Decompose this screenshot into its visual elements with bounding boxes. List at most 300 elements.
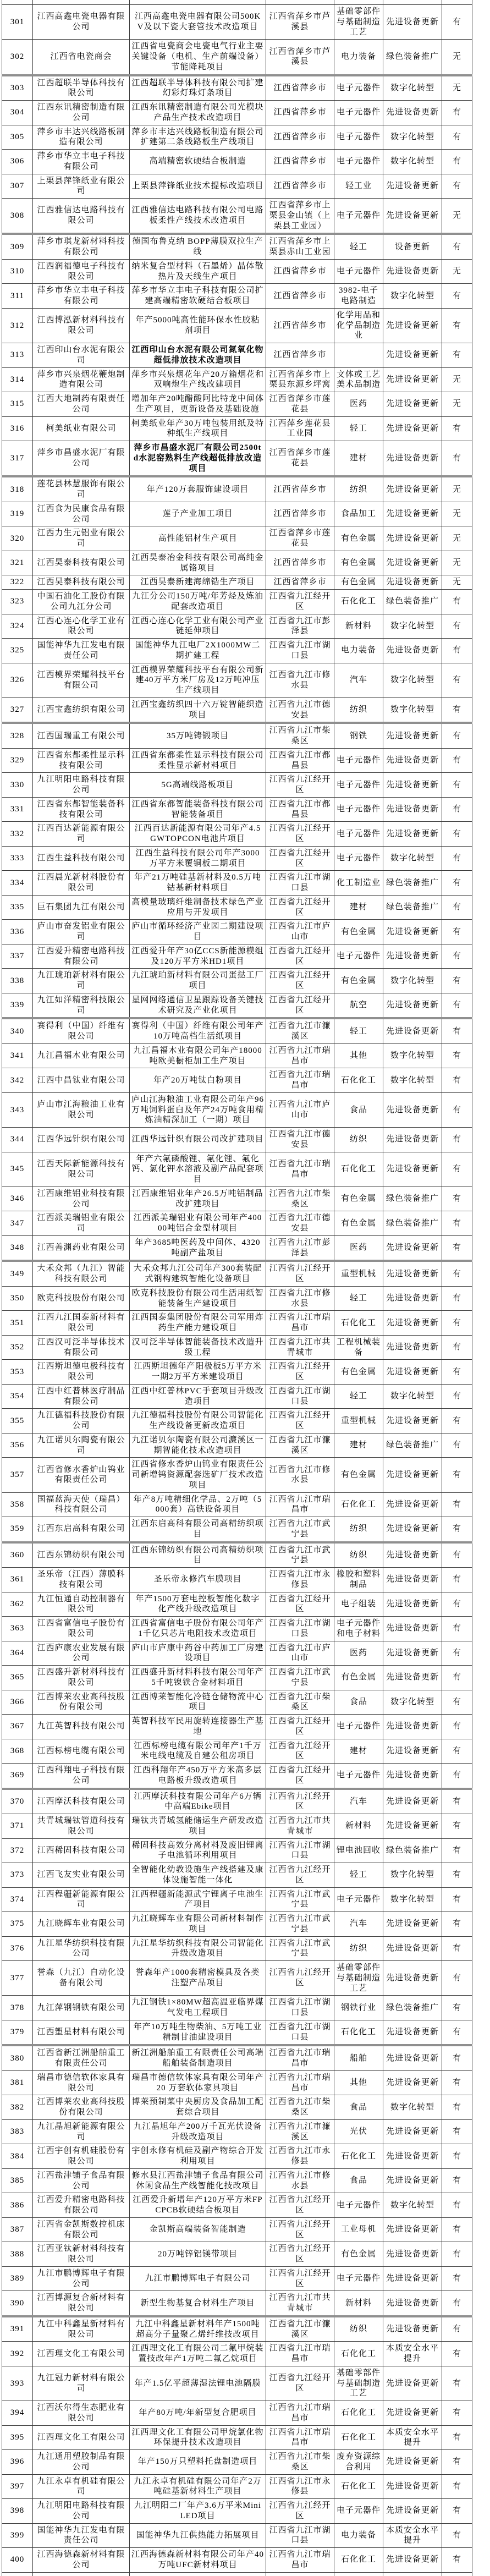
direction-cell: 先进设备更新 bbox=[383, 797, 442, 822]
table-row bbox=[2, 476, 472, 502]
row-number-cell: 304 bbox=[2, 101, 33, 125]
direction-cell: 先进设备更新 bbox=[383, 476, 442, 502]
direction-cell: 先进设备更新 bbox=[383, 1814, 442, 1839]
direction-cell: 先进设备更新 bbox=[383, 2144, 442, 2169]
company-cell: 江西稀固科技有限公司 bbox=[33, 1838, 130, 1863]
company-cell: 江西中昌钛业有限公司 bbox=[33, 1068, 130, 1093]
project-cell: 纳米复合型材料（石墨烯）晶体散热片及天线生产项目 bbox=[130, 259, 266, 284]
direction-cell: 先进设备更新 bbox=[383, 2242, 442, 2267]
row-number-cell: 367 bbox=[2, 1715, 33, 1739]
location-cell: 江西省九江市德安县 bbox=[266, 1211, 334, 1236]
industry-cell: 建材 bbox=[334, 441, 383, 477]
direction-cell: 先进设备更新 bbox=[383, 2366, 442, 2401]
industry-cell: 有色金属 bbox=[334, 1458, 383, 1492]
table-row bbox=[2, 1068, 472, 1093]
row-number-cell: 358 bbox=[2, 1492, 33, 1517]
location-cell: 江西省九江市庐山市 bbox=[266, 1092, 334, 1127]
table-row bbox=[2, 2070, 472, 2095]
project-cell: 江西理文化工有限公司甲烷氯化物环保提升技术改造项目 bbox=[130, 2425, 266, 2450]
direction-cell: 先进设备更新 bbox=[383, 1961, 442, 1996]
industry-cell: 电子元器件 bbox=[334, 822, 383, 847]
location-cell: 江西省萍乡市上栗县赤山工业园 bbox=[266, 234, 334, 259]
flag-cell: 无 bbox=[442, 40, 472, 75]
table-row bbox=[2, 1152, 472, 1187]
row-number-cell: 328 bbox=[2, 723, 33, 748]
location-cell: 江西省九江市瑞昌市 bbox=[266, 1043, 334, 1068]
location-cell: 江西省九江市湖口县 bbox=[266, 2020, 334, 2045]
table-row bbox=[2, 2242, 472, 2267]
location-cell: 江西省九江经开区 bbox=[266, 1863, 334, 1888]
row-number-cell: 301 bbox=[2, 5, 33, 40]
industry-cell: 电子元器件 bbox=[334, 2499, 383, 2524]
flag-cell: 有 bbox=[442, 2266, 472, 2291]
location-cell: 江西省九江市柴桑区 bbox=[266, 723, 334, 748]
flag-cell: 有 bbox=[442, 2193, 472, 2218]
project-cell: 欧克科技股份有限公司生活用纸智能装备生产建设项目 bbox=[130, 1286, 266, 1311]
industry-cell: 光伏 bbox=[334, 2119, 383, 2144]
row-number-cell: 319 bbox=[2, 502, 33, 526]
project-cell: 金凯斯高端装备智能制造 bbox=[130, 2217, 266, 2242]
industry-cell: 电子元器件 bbox=[334, 150, 383, 174]
company-cell: 九江冠力新材料有限公司 bbox=[33, 2366, 130, 2401]
table-row bbox=[2, 1043, 472, 1068]
project-cell: 圣乐帝永修汽车膜项目 bbox=[130, 1568, 266, 1592]
row-number-cell: 399 bbox=[2, 2523, 33, 2548]
flag-cell: 有 bbox=[442, 1592, 472, 1617]
direction-cell: 先进设备更新 bbox=[383, 1789, 442, 1814]
flag-cell: 有 bbox=[442, 441, 472, 477]
company-cell: 萍乡市华立丰电子科技有限公司 bbox=[33, 150, 130, 174]
location-cell: 江西省九江经开区 bbox=[266, 1409, 334, 1433]
industry-cell: 电力装备 bbox=[334, 639, 383, 663]
flag-cell: 有 bbox=[442, 1409, 472, 1433]
flag-cell: 有 bbox=[442, 234, 472, 259]
direction-cell: 先进设备更新 bbox=[383, 575, 442, 590]
flag-cell: 有 bbox=[442, 125, 472, 150]
flag-cell: 有 bbox=[442, 150, 472, 174]
table-row bbox=[2, 199, 472, 234]
direction-cell: 先进设备更新 bbox=[383, 1335, 442, 1360]
direction-cell: 数字化转型 bbox=[383, 2095, 442, 2120]
project-cell: 庐山市庐康中药谷中药加工厂房建设项目 bbox=[130, 1641, 266, 1666]
location-cell: 江西省九江市瑞昌市 bbox=[266, 1311, 334, 1336]
company-cell: 江西博莱农业高科技股份有限公司 bbox=[33, 1690, 130, 1715]
project-cell: 年产150万只塑料托盘制造项目 bbox=[130, 2450, 266, 2475]
company-cell: 萍乡市昌盛水泥厂有限公司 bbox=[33, 441, 130, 477]
project-cell: 江西超联半导体科技有限公司扩建幻彩灯珠灯条项目 bbox=[130, 75, 266, 101]
table-row bbox=[2, 174, 472, 199]
project-cell: 江西国泰集团股份有限公司军用炸药生产能力建设项目 bbox=[130, 1311, 266, 1336]
industry-cell: 有色金属 bbox=[334, 1211, 383, 1236]
location-cell: 江西省九江市湖口县 bbox=[266, 1996, 334, 2020]
company-cell: 江西昊泰科技有限公司 bbox=[33, 575, 130, 590]
table-row bbox=[2, 1936, 472, 1961]
table-row bbox=[2, 2020, 472, 2045]
industry-cell: 重型机械 bbox=[334, 1261, 383, 1286]
industry-cell: 轻工 bbox=[334, 1018, 383, 1043]
industry-cell: 汽车 bbox=[334, 1789, 383, 1814]
row-number-cell: 398 bbox=[2, 2499, 33, 2524]
table-row bbox=[2, 1690, 472, 1715]
table-row bbox=[2, 284, 472, 309]
row-number-cell: 348 bbox=[2, 1235, 33, 1261]
row-number-cell: 380 bbox=[2, 2045, 33, 2070]
location-cell: 江西省九江市武宁县 bbox=[266, 1666, 334, 1690]
row-number-cell: 350 bbox=[2, 1286, 33, 1311]
flag-cell: 有 bbox=[442, 969, 472, 993]
row-number-cell: 359 bbox=[2, 1517, 33, 1542]
project-cell: 年产120万套服饰建设项目 bbox=[130, 476, 266, 502]
table-row bbox=[2, 614, 472, 639]
industry-cell: 建材 bbox=[334, 895, 383, 920]
location-cell: 江西省萍乡市 bbox=[266, 101, 334, 125]
location-cell: 江西省九江市湖口县 bbox=[266, 639, 334, 663]
table-row bbox=[2, 125, 472, 150]
direction-cell: 数字化转型 bbox=[383, 1887, 442, 1912]
flag-cell: 有 bbox=[442, 2474, 472, 2499]
row-number-cell: 364 bbox=[2, 1641, 33, 1666]
industry-cell bbox=[334, 2572, 383, 2576]
table-row bbox=[2, 1789, 472, 1814]
industry-cell: 有色金属 bbox=[334, 526, 383, 551]
project-cell: 江西斯坦德年产阳极板5万平方米一期2万平方米建设项目 bbox=[130, 1360, 266, 1385]
company-cell: 江西塑星材料有限公司 bbox=[33, 2020, 130, 2045]
industry-cell: 纺织 bbox=[334, 1517, 383, 1542]
location-cell: 江西萍乡莲花县工业园 bbox=[266, 416, 334, 441]
industry-cell: 有色金属 bbox=[334, 1187, 383, 1211]
flag-cell: 有 bbox=[442, 663, 472, 697]
company-cell: 江西国瑞重工有限公司 bbox=[33, 723, 130, 748]
company-cell: 赛得利（中国）纤维有限公司 bbox=[33, 1018, 130, 1043]
project-cell: 高模量玻璃纤维制备技术绿色产业应用与开发项目 bbox=[130, 895, 266, 920]
flag-cell: 有 bbox=[442, 1261, 472, 1286]
industry-cell: 3982-电子电路制造 bbox=[334, 284, 383, 309]
industry-cell: 有色金属 bbox=[334, 551, 383, 575]
company-cell: 江西摩沃科技有限公司 bbox=[33, 1789, 130, 1814]
table-row bbox=[2, 2425, 472, 2450]
location-cell: 江西省九江市湖口县 bbox=[266, 1384, 334, 1409]
company-cell: 莲花县林慧服饰有限公司 bbox=[33, 476, 130, 502]
company-cell: 九江德福科技股份有限公司 bbox=[33, 1409, 130, 1433]
flag-cell: 无 bbox=[442, 575, 472, 590]
location-cell: 江西省九江市武宁县 bbox=[266, 1517, 334, 1542]
company-cell: 庐山市江海粮油工业有限公司 bbox=[33, 1092, 130, 1127]
direction-cell: 先进设备更新 bbox=[383, 2548, 442, 2573]
direction-cell: 先进设备更新 bbox=[383, 101, 442, 125]
location-cell: 江西省九江市瑞昌市 bbox=[266, 2548, 334, 2573]
industry-cell: 纺织 bbox=[334, 1128, 383, 1152]
row-number-cell: 386 bbox=[2, 2193, 33, 2218]
location-cell: 江西省九江市瑞昌市 bbox=[266, 1152, 334, 1187]
location-cell: 江西省九江市瑞昌市 bbox=[266, 2070, 334, 2095]
industry-cell: 石化化工 bbox=[334, 2144, 383, 2169]
company-cell: 江西百达新能源有限公司 bbox=[33, 822, 130, 847]
flag-cell: 有 bbox=[442, 1936, 472, 1961]
project-cell: 年产21万吨硅基新材料及0.5万吨钴基新材料项目 bbox=[130, 871, 266, 896]
direction-cell: 先进设备更新 bbox=[383, 2316, 442, 2342]
company-cell: 萍乡市兴泉烟花鞭炮制造有限公司 bbox=[33, 367, 130, 392]
table-row bbox=[2, 2523, 472, 2548]
table-row bbox=[2, 1887, 472, 1912]
location-cell: 江西省九江经开区 bbox=[266, 2242, 334, 2267]
company-cell: 九江明阳电路科技有限公司 bbox=[33, 2499, 130, 2524]
table-row bbox=[2, 1409, 472, 1433]
flag-cell: 有 bbox=[442, 2499, 472, 2524]
row-number-cell: 346 bbox=[2, 1187, 33, 1211]
location-cell: 江西省萍乡市上栗县东源乡坪窝 bbox=[266, 367, 334, 392]
project-cell: 九江琥珀新材料有限公司蛋挞工厂项目 bbox=[130, 969, 266, 993]
industry-cell: 石化化工 bbox=[334, 2342, 383, 2366]
row-number-cell: 305 bbox=[2, 125, 33, 150]
location-cell: 江西省九江市都昌县 bbox=[266, 797, 334, 822]
company-cell: 萍乡市琪龙新材料科技有限公司 bbox=[33, 234, 130, 259]
direction-cell: 先进设备更新 bbox=[383, 2499, 442, 2524]
company-cell: 江西飞友实业有限公司 bbox=[33, 1863, 130, 1888]
table-row bbox=[2, 2095, 472, 2120]
row-number-cell: 378 bbox=[2, 1996, 33, 2020]
clipped-row-bottom bbox=[2, 2572, 472, 2576]
location-cell: 江西省九江市濂溪区 bbox=[266, 2119, 334, 2144]
company-cell: 江西理文化工有限公司 bbox=[33, 2342, 130, 2366]
flag-cell: 有 bbox=[442, 1739, 472, 1764]
row-number-cell: 312 bbox=[2, 308, 33, 343]
project-cell bbox=[130, 2572, 266, 2576]
flag-cell: 有 bbox=[442, 2095, 472, 2120]
company-cell: 江西海德森新材料有限公司 bbox=[33, 2548, 130, 2573]
industry-cell: 电子元器件 bbox=[334, 2266, 383, 2291]
industry-cell: 基础零部件与基础制造工艺 bbox=[334, 1961, 383, 1996]
row-number-cell: 329 bbox=[2, 748, 33, 773]
flag-cell: 无 bbox=[442, 259, 472, 284]
project-cell: 5G高端线路板项目 bbox=[130, 773, 266, 798]
clipped-row-top bbox=[2, 0, 472, 5]
flag-cell: 有 bbox=[442, 614, 472, 639]
table-row bbox=[2, 969, 472, 993]
project-cell: 九江晓辉车业有限公司新材料制作项目 bbox=[130, 1912, 266, 1937]
table-row bbox=[2, 920, 472, 944]
direction-cell: 绿色装备推广 bbox=[383, 1433, 442, 1458]
company-cell: 江西华远针织有限公司 bbox=[33, 1128, 130, 1152]
row-number-cell: 344 bbox=[2, 1128, 33, 1152]
industry-cell: 食品 bbox=[334, 2168, 383, 2193]
industry-cell bbox=[334, 343, 383, 368]
flag-cell: 有 bbox=[442, 1887, 472, 1912]
location-cell: 江西省九江经开区 bbox=[266, 2266, 334, 2291]
table-row bbox=[2, 1458, 472, 1492]
industry-cell: 建材 bbox=[334, 1739, 383, 1764]
project-cell: 九江分公司150万吨/年芳烃及炼油配套改造项目 bbox=[130, 590, 266, 614]
industry-cell: 工程机械装备 bbox=[334, 1335, 383, 1360]
direction-cell: 数字化转型 bbox=[383, 614, 442, 639]
row-number-cell: 308 bbox=[2, 199, 33, 234]
flag-cell bbox=[442, 2572, 472, 2576]
project-cell: 赛得利（中国）纤维有限公司年产10万吨高档生活纸项目 bbox=[130, 1018, 266, 1043]
direction-cell: 先进设备更新 bbox=[383, 1912, 442, 1937]
location-cell: 江西省萍乡市莲花县 bbox=[266, 441, 334, 477]
industry-cell: 其他 bbox=[334, 1043, 383, 1068]
direction-cell: 数字化转型 bbox=[383, 150, 442, 174]
location-cell: 江西省九江经开区 bbox=[266, 969, 334, 993]
flag-cell bbox=[442, 0, 472, 5]
row-number-cell: 373 bbox=[2, 1863, 33, 1888]
company-cell: 江西省东都智能装备科技有限公司 bbox=[33, 797, 130, 822]
row-number-cell: 316 bbox=[2, 416, 33, 441]
company-cell: 江西食为民康食品有限公司 bbox=[33, 502, 130, 526]
company-cell: 江西天际新能源科技有限公司 bbox=[33, 1152, 130, 1187]
direction-cell: 绿色装备推广 bbox=[383, 871, 442, 896]
company-cell: 国福蓝海天使（瑞昌）科技有限公司 bbox=[33, 1492, 130, 1517]
location-cell: 江西省九江经开区 bbox=[266, 590, 334, 614]
row-number-cell: 372 bbox=[2, 1838, 33, 1863]
row-number-cell: 333 bbox=[2, 846, 33, 871]
location-cell: 江西省九江经开区 bbox=[266, 895, 334, 920]
flag-cell: 有 bbox=[442, 846, 472, 871]
company-cell: 欧克科技股份有限公司 bbox=[33, 1286, 130, 1311]
company-cell: 江西宝鑫纺织有限公司 bbox=[33, 697, 130, 723]
location-cell: 江西省九江市武宁县 bbox=[266, 1936, 334, 1961]
row-number-cell: 318 bbox=[2, 476, 33, 502]
location-cell: 江西省九江市武宁县 bbox=[266, 1542, 334, 1568]
company-cell: 九江星华纺织科技有限公司 bbox=[33, 1936, 130, 1961]
location-cell: 江西省九江经开区 bbox=[266, 2366, 334, 2401]
company-cell: 江西亚钛新材料科技有限公司 bbox=[33, 2242, 130, 2267]
direction-cell: 绿色装备推广 bbox=[383, 895, 442, 920]
industry-cell: 新材料 bbox=[334, 614, 383, 639]
table-row bbox=[2, 150, 472, 174]
table-row bbox=[2, 797, 472, 822]
direction-cell: 先进设备更新 bbox=[383, 2020, 442, 2045]
flag-cell: 有 bbox=[442, 2168, 472, 2193]
company-cell: 江西科翔电子科技有限公司 bbox=[33, 1764, 130, 1789]
flag-cell: 有 bbox=[442, 2144, 472, 2169]
flag-cell: 有 bbox=[442, 2342, 472, 2366]
project-cell: 九江晶旭年产200万千瓦光伏设备升级改造项目 bbox=[130, 2119, 266, 2144]
row-number-cell: 349 bbox=[2, 1261, 33, 1286]
project-cell: 江西雅信达电路科技有限公司电路板柔性产线技术改造项目 bbox=[130, 199, 266, 234]
flag-cell: 有 bbox=[442, 2217, 472, 2242]
direction-cell: 先进设备更新 bbox=[383, 1261, 442, 1286]
table-row bbox=[2, 2474, 472, 2499]
location-cell: 江西省九江市瑞昌市 bbox=[266, 2342, 334, 2366]
flag-cell: 有 bbox=[442, 2119, 472, 2144]
flag-cell: 无 bbox=[442, 392, 472, 417]
row-number-cell: 339 bbox=[2, 993, 33, 1018]
project-list-table bbox=[2, 0, 472, 2576]
company-cell: 萍乡市丰达兴线路板制造有限公司 bbox=[33, 125, 130, 150]
direction-cell: 先进设备更新 bbox=[383, 822, 442, 847]
industry-cell: 轻工业 bbox=[334, 174, 383, 199]
row-number-cell: 389 bbox=[2, 2266, 33, 2291]
project-cell: 柯美纸业年产30万吨包装用纸及特种纸生产线项目 bbox=[130, 416, 266, 441]
row-number-cell: 390 bbox=[2, 2291, 33, 2316]
flag-cell: 有 bbox=[442, 1335, 472, 1360]
direction-cell: 数字化转型 bbox=[383, 1863, 442, 1888]
project-cell: 江西盛升新材料科技有限公司年产5千吨镍铁合金材料项目 bbox=[130, 1666, 266, 1690]
project-cell: 年产20万吨钛白粉项目 bbox=[130, 1068, 266, 1093]
location-cell: 江西省萍乡市莲花县 bbox=[266, 526, 334, 551]
flag-cell: 无 bbox=[442, 526, 472, 551]
direction-cell: 绿色装备推广 bbox=[383, 590, 442, 614]
row-number-cell: 325 bbox=[2, 639, 33, 663]
row-number-cell: 343 bbox=[2, 1092, 33, 1127]
project-cell: 江西爱升年产30亿CCS新能源模组及120万平方米HD1项目 bbox=[130, 944, 266, 969]
industry-cell: 石化化工 bbox=[334, 1068, 383, 1093]
project-cell: 全智能化幼教设施生产线搭建及康体设施智能一体化 bbox=[130, 1863, 266, 1888]
row-number-cell: 320 bbox=[2, 526, 33, 551]
project-cell: 江西派美瑞铝业有限公司年产40000吨铝合金型材项目 bbox=[130, 1211, 266, 1236]
table-row bbox=[2, 697, 472, 723]
location-cell: 江西省萍乡市 bbox=[266, 308, 334, 343]
industry-cell: 文体或工艺美术品制造 bbox=[334, 367, 383, 392]
flag-cell: 有 bbox=[442, 174, 472, 199]
table-row bbox=[2, 895, 472, 920]
flag-cell: 有 bbox=[442, 1863, 472, 1888]
row-number-cell: 369 bbox=[2, 1764, 33, 1789]
table-row bbox=[2, 773, 472, 798]
direction-cell: 先进设备更新 bbox=[383, 2450, 442, 2475]
company-cell: 江西省新江洲船舶重工有限责任公司 bbox=[33, 2045, 130, 2070]
location-cell: 江西省九江经开区 bbox=[266, 1592, 334, 1617]
location-cell: 江西省萍乡市 bbox=[266, 150, 334, 174]
industry-cell bbox=[334, 0, 383, 5]
flag-cell: 有 bbox=[442, 1641, 472, 1666]
project-cell: 萍乡市昌盛水泥厂有限公司2500td水泥窑熟料生产线超低排放改造项目 bbox=[130, 441, 266, 477]
table-row bbox=[2, 944, 472, 969]
company-cell: 九江诺贝尔陶瓷有限公司 bbox=[33, 1433, 130, 1458]
direction-cell: 数字化转型 bbox=[383, 969, 442, 993]
industry-cell: 石化化工 bbox=[334, 1492, 383, 1517]
table-row bbox=[2, 2548, 472, 2573]
table-row bbox=[2, 1286, 472, 1311]
project-cell: 九江市鹏博辉电子有限公司 bbox=[130, 2266, 266, 2291]
location-cell: 江西省萍乡市 bbox=[266, 75, 334, 101]
project-cell: 瑞钛共青城氢能储运生产研发改造项目 bbox=[130, 1814, 266, 1839]
row-number-cell: 307 bbox=[2, 174, 33, 199]
industry-cell: 电子元器件 bbox=[334, 748, 383, 773]
company-cell: 江西省修水香炉山钨业有限责任公司 bbox=[33, 1458, 130, 1492]
company-cell: 九江永卓有机硅有限公司 bbox=[33, 2474, 130, 2499]
company-cell: 江西东讯精密制造有限公司 bbox=[33, 101, 130, 125]
table-row bbox=[2, 1517, 472, 1542]
industry-cell: 纺织 bbox=[334, 1936, 383, 1961]
company-cell: 江西宇创有机硅股份有限公司 bbox=[33, 2144, 130, 2169]
direction-cell: 先进设备更新 bbox=[383, 1018, 442, 1043]
industry-cell: 电子元器件 bbox=[334, 1764, 383, 1789]
flag-cell: 有 bbox=[442, 639, 472, 663]
row-number-cell: 342 bbox=[2, 1068, 33, 1093]
project-cell: 江西摩沃科技有限公司年产6万辆中高端Ebike项目 bbox=[130, 1789, 266, 1814]
direction-cell: 先进设备更新 bbox=[383, 1739, 442, 1764]
table-row bbox=[2, 101, 472, 125]
table-row bbox=[2, 575, 472, 590]
location-cell: 江西省九江市湖口县 bbox=[266, 2523, 334, 2548]
project-cell: 九江星华纺织科技有限公司智能化升级改造项目 bbox=[130, 1936, 266, 1961]
table-row bbox=[2, 2499, 472, 2524]
flag-cell: 有 bbox=[442, 416, 472, 441]
location-cell: 江西省九江经开区 bbox=[266, 2217, 334, 2242]
row-number-cell: 396 bbox=[2, 2450, 33, 2475]
direction-cell: 数字化转型 bbox=[383, 1068, 442, 1093]
direction-cell: 先进设备更新 bbox=[383, 1641, 442, 1666]
project-cell: 九江昌福木业有限公司年产18000吨欧美橱柜加工生产项目 bbox=[130, 1043, 266, 1068]
flag-cell: 有 bbox=[442, 1666, 472, 1690]
direction-cell bbox=[383, 0, 442, 5]
project-cell: 江西爱升新增年产120万平方米FPCPCB软硬结合板项目 bbox=[130, 2193, 266, 2218]
table-row bbox=[2, 723, 472, 748]
table-row bbox=[2, 551, 472, 575]
row-number-cell: 368 bbox=[2, 1739, 33, 1764]
location-cell: 江西省萍乡市 bbox=[266, 476, 334, 502]
